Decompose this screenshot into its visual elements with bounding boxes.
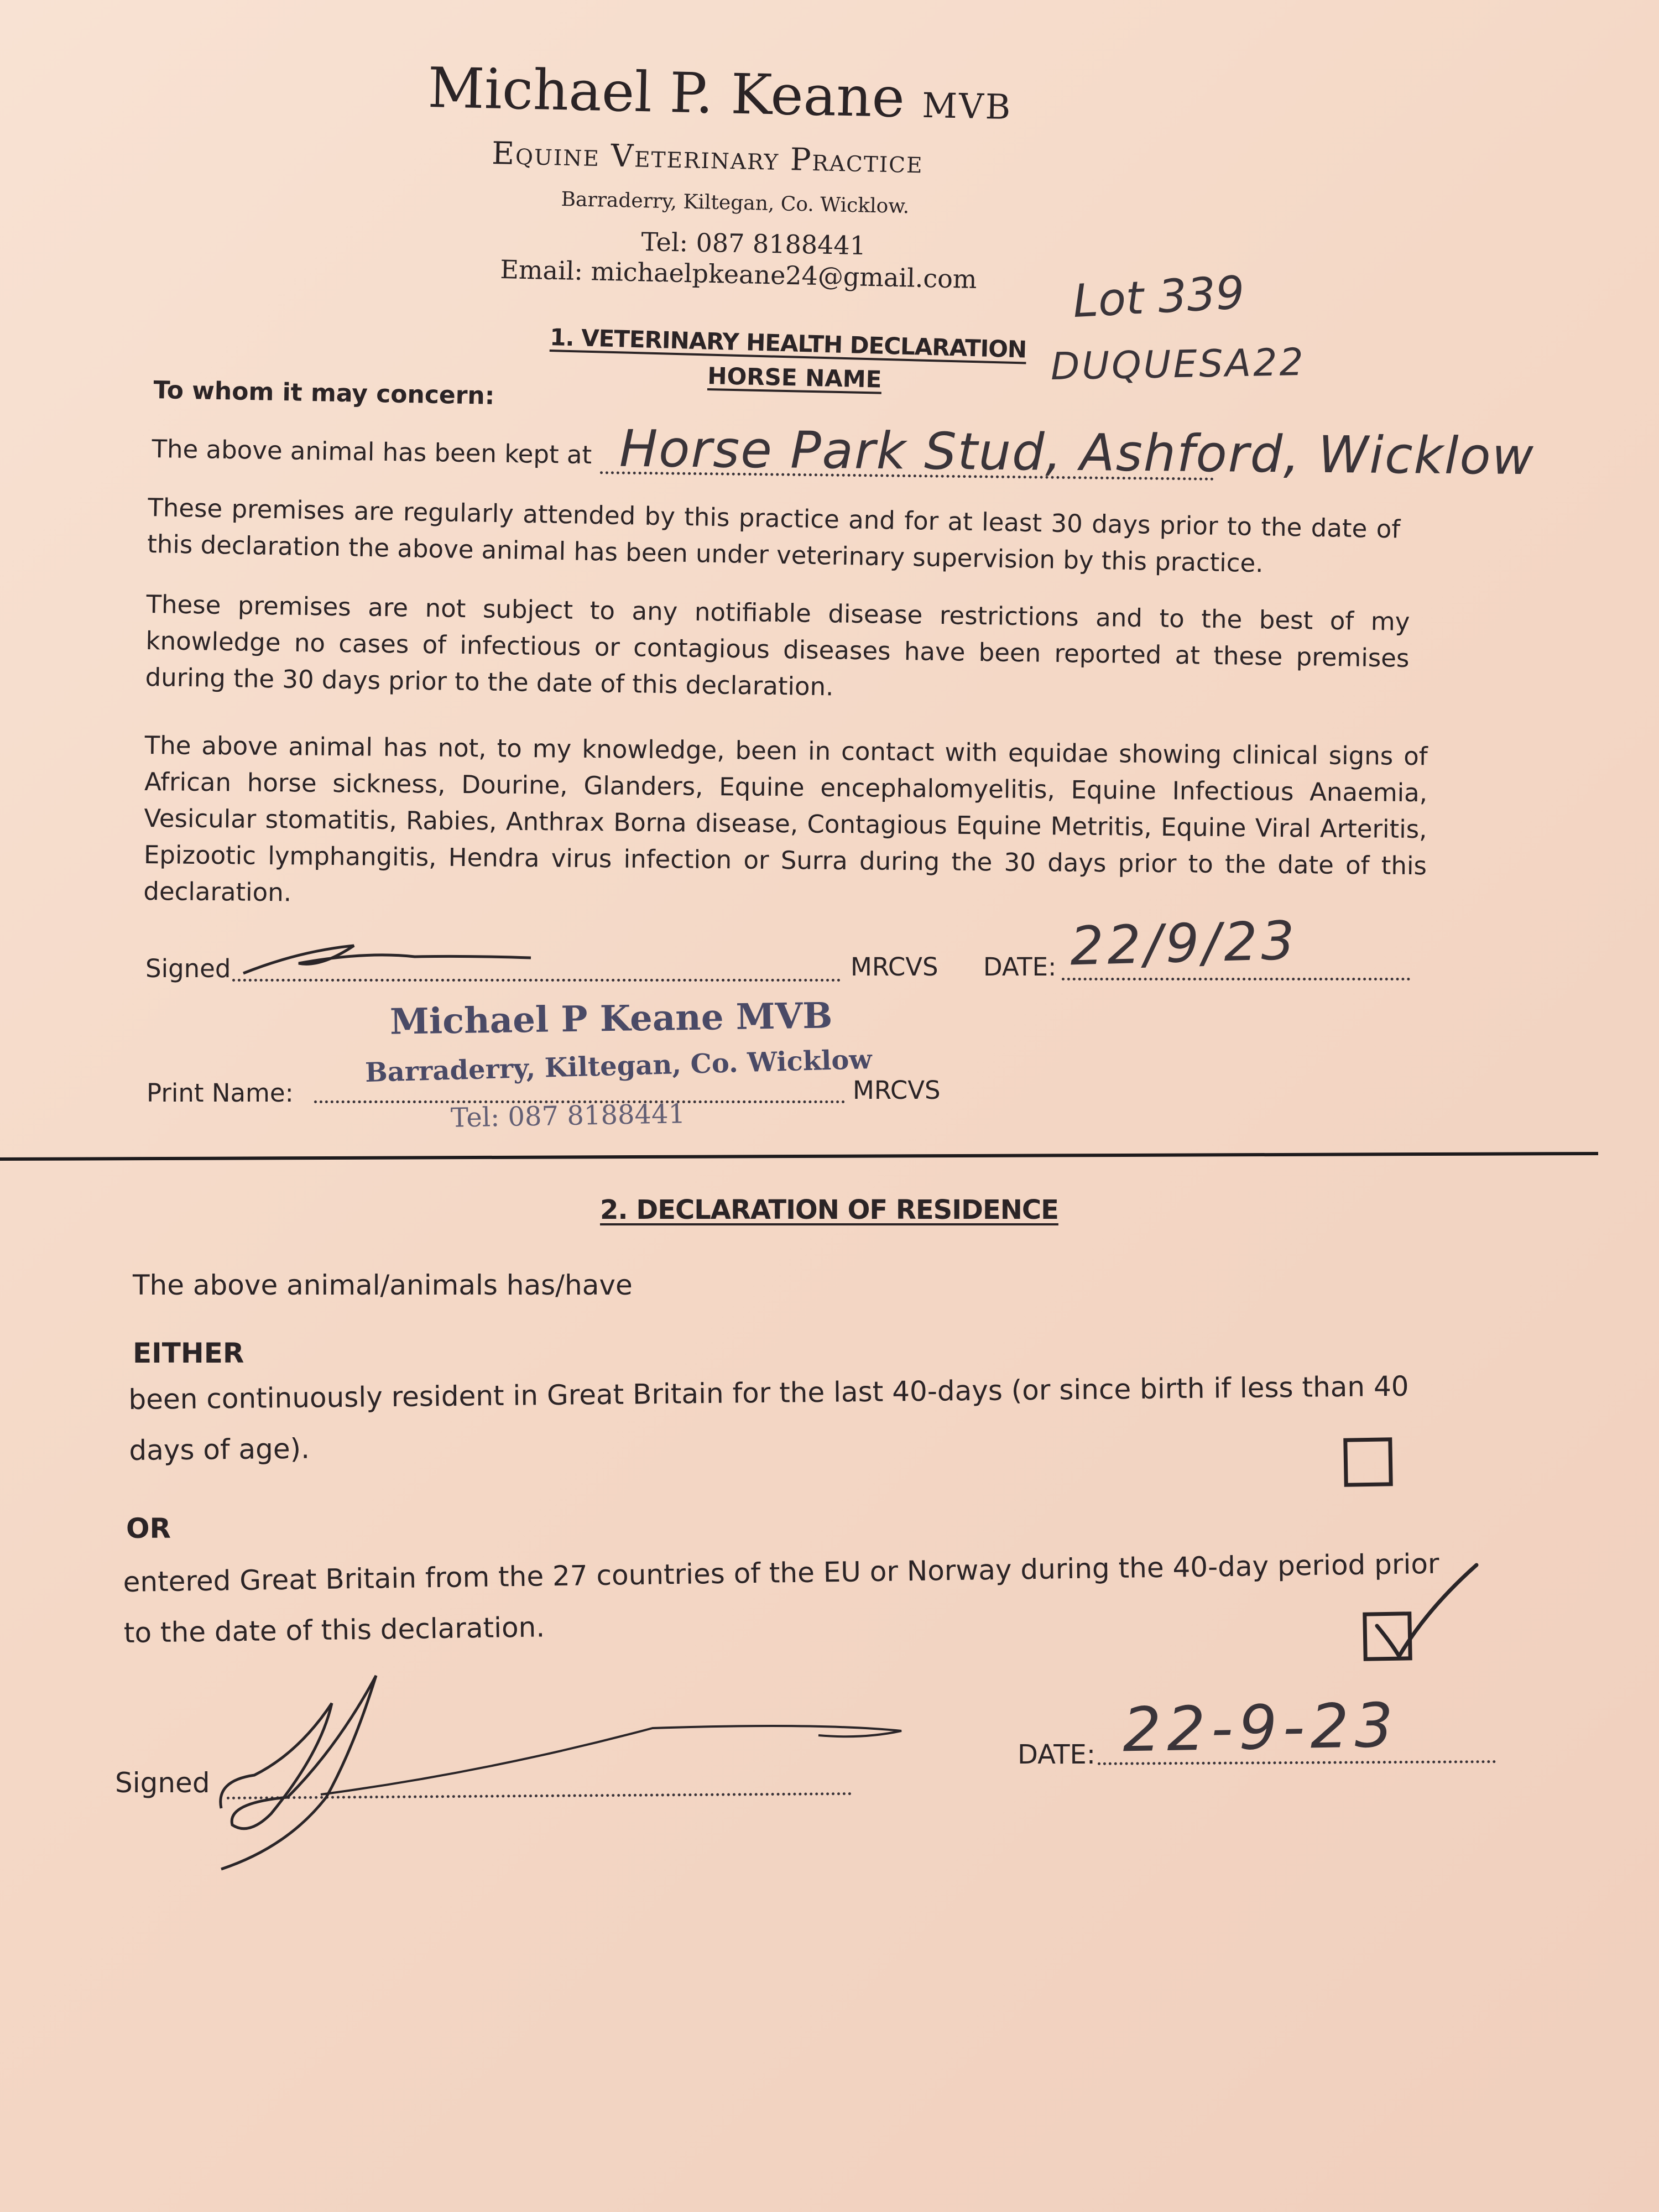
signature-1 <box>232 929 542 990</box>
section2-heading: 2. DECLARATION OF RESIDENCE <box>600 1194 1058 1225</box>
signed-label-1: Signed <box>145 954 231 983</box>
print-name-label: Print Name: <box>147 1078 294 1108</box>
section1-subheading: HORSE NAME <box>707 362 882 393</box>
print-name-line <box>314 1100 845 1103</box>
option2-label: entered Great Britain from the 27 countries of the EU or Norway during the 40-day period prior to the date of this declaration. <box>123 1547 1439 1649</box>
date-line-1 <box>1062 978 1410 980</box>
signature-2 <box>210 1670 929 1880</box>
option1-checkbox[interactable] <box>1343 1437 1393 1487</box>
or-label: OR <box>126 1512 171 1545</box>
handwritten-date-2: 22-9-23 <box>1121 1689 1400 1766</box>
date-label-1: DATE: <box>983 952 1057 982</box>
letterhead-practice: Equine Veterinary Practice <box>491 135 924 181</box>
kept-at-label: The above animal has been kept at <box>152 434 592 470</box>
letterhead-address: Barraderry, Kiltegan, Co. Wicklow. <box>561 188 910 218</box>
letterhead-tel: Tel: 087 8188441 <box>641 227 867 261</box>
handwritten-horse-name: DUQUESA22 <box>1050 340 1306 389</box>
section2-intro: The above animal/animals has/have <box>133 1269 633 1301</box>
option2-text <box>123 1538 1462 1658</box>
either-label: EITHER <box>133 1337 244 1369</box>
date-label-2: DATE: <box>1018 1739 1096 1770</box>
salutation: To whom it may concern: <box>153 376 495 410</box>
checkmark-icon <box>1366 1559 1488 1670</box>
mrcvs-label-2: MRCVS <box>853 1076 941 1105</box>
section1-heading: 1. VETERINARY HEALTH DECLARATION <box>549 324 1027 363</box>
paragraph-restrictions: These premises are not subject to any notifiable disease restrictions and to the best of my knowledge no cases of infectious or contagious diseases have been reported at these premises during the 30 days prior to the date of this declaration. <box>145 589 1410 702</box>
stamp-address: Barraderry, Kiltegan, Co. Wicklow <box>364 1044 873 1088</box>
signed-label-2: Signed <box>115 1767 210 1799</box>
letterhead-name: Michael P. Keane MVB <box>427 55 1013 131</box>
stamp-tel: Tel: 087 8188441 <box>450 1098 686 1134</box>
option1-text <box>128 1360 1468 1476</box>
handwritten-lot: Lot 339 <box>1071 266 1246 328</box>
paragraph-supervision: These premises are regularly attended by this practice and for at least 30 days prior to the date of this declaration the above animal has been under veterinary supervision by this practice. <box>147 492 1401 578</box>
letterhead-email: Email: michaelpkeane24@gmail.com <box>499 254 978 295</box>
handwritten-date-1: 22/9/23 <box>1069 909 1299 978</box>
stamp-name: Michael P Keane MVB <box>389 995 833 1043</box>
option1-label: been continuously resident in Great Britain for the last 40-days (or since birth if less than 40 days of age). <box>128 1370 1409 1467</box>
mrcvs-label-1: MRCVS <box>851 952 938 982</box>
handwritten-kept-at: Horse Park Stud, Ashford, Wicklow <box>619 419 1535 487</box>
paragraph-diseases: The above animal has not, to my knowledge, been in contact with equidae showing clinical signs of African horse sickness, Dourine, Glanders, Equine encephalomyelitis, Equine Infectious Anaemia, Vesicular stomatitis, Rabies, Anthrax Borna disease, Contagious Equine Metritis, Equine Viral Arteritis, Epizootic lymphangitis, Hendra virus infection or Surra during the 30 days prior to the date of this declaration. <box>143 730 1428 907</box>
section-divider <box>0 1152 1598 1161</box>
